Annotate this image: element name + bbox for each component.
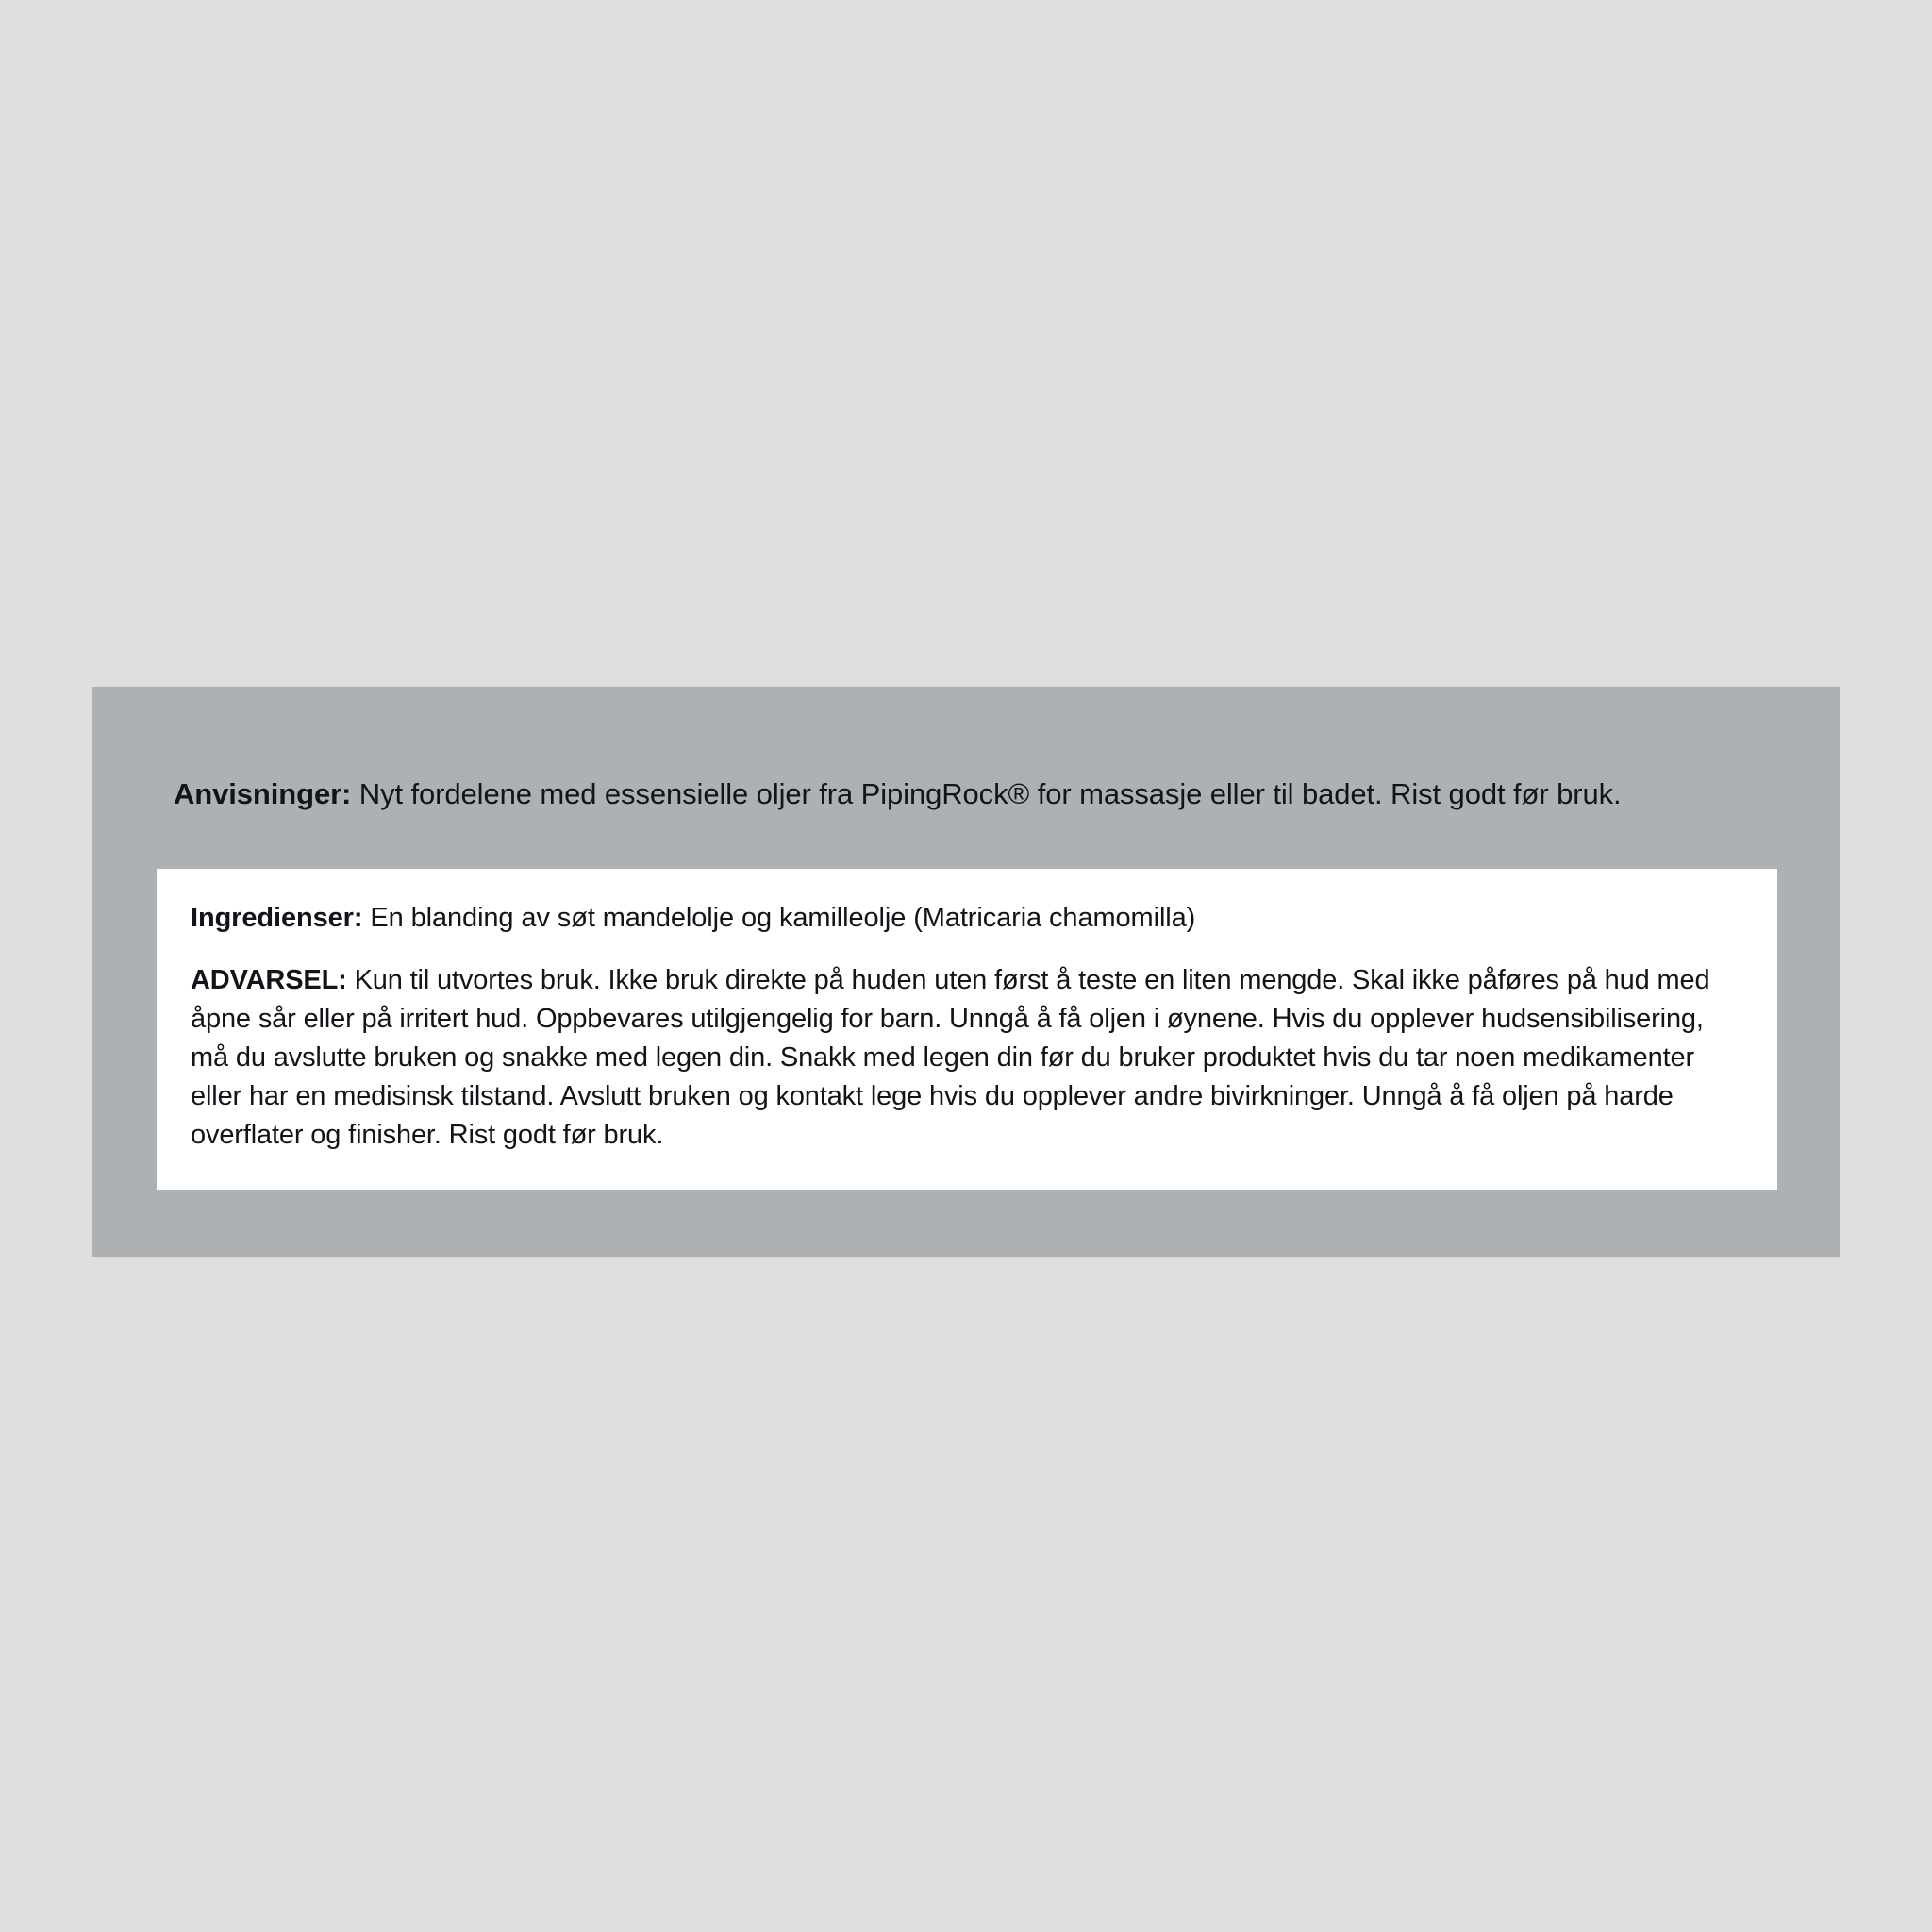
directions-label: Anvisninger: (174, 777, 352, 810)
directions-paragraph (92, 716, 1840, 813)
ingredients-warning-card (157, 869, 1777, 1190)
ingredients-label: Ingredienser: (191, 903, 363, 933)
product-info-panel (92, 687, 1840, 1257)
ingredients-paragraph (191, 901, 1740, 937)
warning-label: ADVARSEL: (191, 964, 347, 995)
ingredients-text: En blanding av søt mandelolje og kamilleolje (Matricaria chamomilla) (362, 903, 1196, 933)
warning-text: Kun til utvortes bruk. Ikke bruk direkte på huden uten først å teste en liten mengde. Skal ikke påføres på hud med åpne sår eller på irritert hud. Oppbevares utilgjengelig for barn. Unngå å få oljen i øynene. Hvis du opplever hudsensibilisering, må du avslutte bruken og snakke med legen din. Snakk med legen din før du bruker produktet hvis du tar noen medikamenter eller har en medisinsk tilstand. Avslutt bruken og kontakt lege hvis du opplever andre bivirkninger. Unngå å få oljen på harde overflater og finisher. Rist godt før bruk. (191, 964, 1710, 1151)
warning-paragraph (191, 961, 1740, 1156)
directions-text: Nyt fordelene med essensielle oljer fra PipingRock® for massasje eller til badet. Rist godt før bruk. (351, 777, 1622, 810)
